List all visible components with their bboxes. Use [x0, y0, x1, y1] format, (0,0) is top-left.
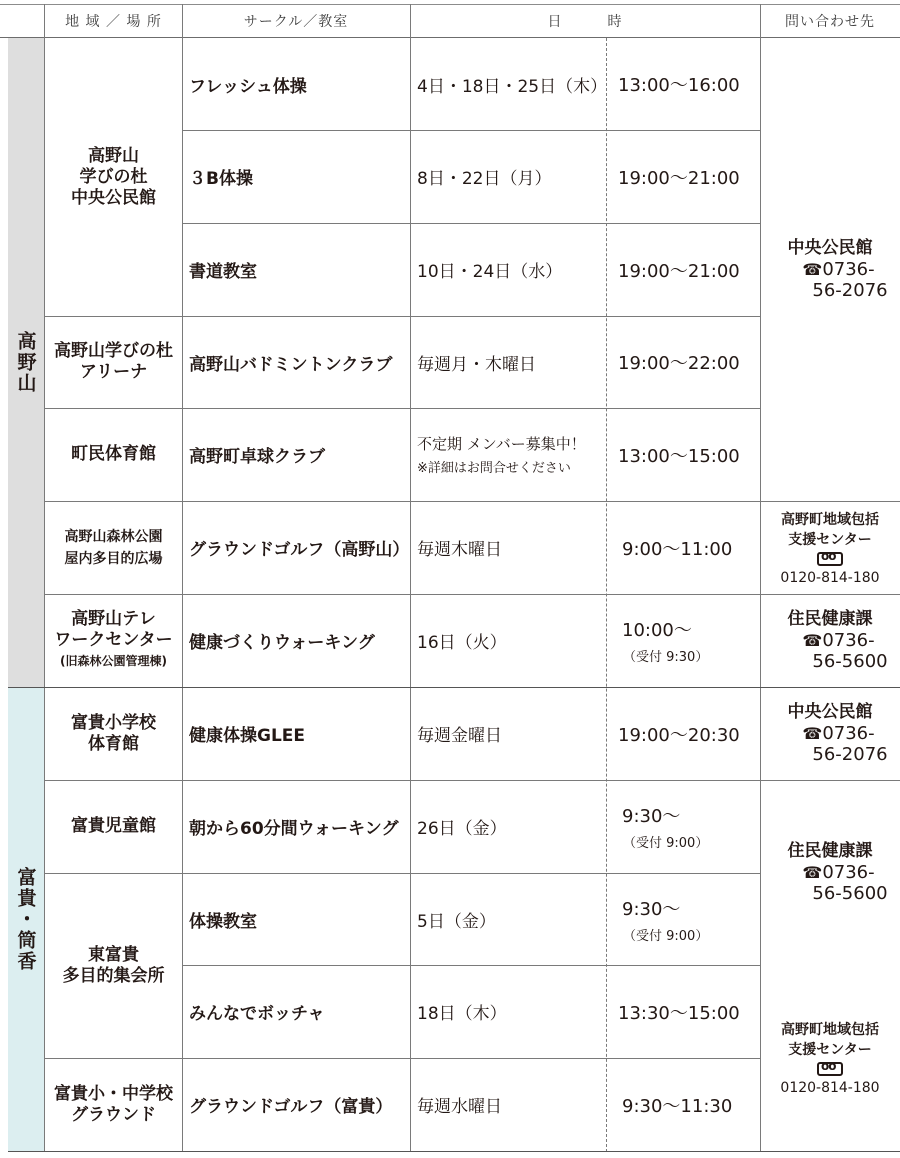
- phone-icon: ☎: [802, 724, 823, 743]
- place-fuki-jidokan: [45, 780, 182, 873]
- contact-freedial: 0120-814-180: [780, 1080, 880, 1096]
- circle-name: 書道教室: [189, 262, 257, 282]
- circle-date: 8日・22日（月）: [417, 169, 552, 189]
- circle-time: 9:00〜11:00: [622, 538, 733, 560]
- circle-date: 26日（金）: [417, 819, 507, 839]
- contact-jumin-kenko-fuki: [760, 780, 900, 965]
- contact-chuo-kominkan: [760, 38, 900, 501]
- place-line: 富貴小学校: [71, 712, 156, 733]
- place-line: 富貴児童館: [71, 816, 156, 836]
- reception-time: （受付 9:00）: [623, 928, 709, 944]
- tel-part: 0736-: [822, 862, 875, 883]
- tel-part: 0736-: [822, 723, 875, 744]
- table-bottom-rule: [8, 1151, 900, 1152]
- contact-jumin-kenko: [760, 594, 900, 687]
- place-chomin-taiikukan: [45, 408, 182, 501]
- circle-time: 13:30〜15:00: [618, 1002, 740, 1024]
- place-line: 学びの杜: [79, 166, 148, 187]
- header-place: 地 域 ／ 場 所: [65, 14, 162, 30]
- circle-time: 9:30〜11:30: [622, 1095, 733, 1117]
- contact-tel-line2: 56-5600: [812, 651, 888, 672]
- place-line: (旧森林公園管理棟): [60, 654, 167, 668]
- contact-chiiki-hokatsu: [760, 501, 900, 594]
- contact-tel-line2: 56-2076: [812, 280, 888, 301]
- circle-time: 19:00〜20:30: [618, 724, 740, 746]
- place-line: アリーナ: [79, 362, 148, 382]
- circle-date: 16日（火）: [417, 633, 507, 653]
- place-line: 富貴小・中学校: [54, 1083, 173, 1104]
- contact-tel-line2: 56-5600: [812, 883, 888, 904]
- contact-tel: [772, 862, 887, 883]
- contact-chiiki-hokatsu-fuki: [760, 965, 900, 1151]
- place-line: 中央公民館: [71, 187, 156, 208]
- circle-date: 毎週金曜日: [417, 726, 502, 746]
- place-line: 東富貴: [88, 944, 139, 965]
- tel-part: 0736-: [822, 259, 875, 280]
- contact-tel: [772, 630, 887, 651]
- circle-name: 朝から60分間ウォーキング: [189, 819, 399, 839]
- header-contact: 問い合わせ先: [785, 14, 875, 30]
- place-line: 高野山テレ: [71, 609, 156, 629]
- contact-tel: [772, 259, 887, 280]
- circle-name: ３B体操: [189, 169, 253, 189]
- circle-date: 毎週月・木曜日: [417, 354, 536, 375]
- contact-org: 高野町地域包括: [781, 1022, 879, 1038]
- place-line: 多目的集会所: [62, 965, 165, 986]
- circle-time: [606, 873, 760, 965]
- contact-tel: [772, 723, 887, 744]
- contact-chuo-kominkan-fuki: [760, 687, 900, 780]
- region-koya: [8, 38, 44, 687]
- date-main: 不定期 メンバー募集中！: [417, 435, 586, 453]
- circle-date: 10日・24日（水）: [417, 262, 563, 282]
- place-shinrin-koen: [45, 501, 182, 594]
- circle-time: 19:00〜21:00: [618, 260, 740, 282]
- contact-org: 住民健康課: [787, 609, 873, 629]
- region-fuki: [8, 687, 44, 1152]
- place-chuo-kominkan: [45, 38, 182, 316]
- contact-org: 支援センター: [788, 531, 872, 548]
- place-fuki-school-ground: [45, 1058, 182, 1151]
- circle-name: みんなでボッチャ: [189, 1004, 325, 1024]
- circle-name: 健康体操GLEE: [189, 726, 306, 746]
- circle-time: 19:00〜21:00: [618, 167, 740, 189]
- place-line: 体育館: [88, 733, 139, 754]
- circle-name: 健康づくりウォーキング: [189, 633, 375, 653]
- reception-time: （受付 9:00）: [623, 836, 709, 851]
- place-line: 町民体育館: [71, 444, 156, 464]
- circle-date: 18日（木）: [417, 1004, 507, 1024]
- tel-part: 0736-: [822, 630, 875, 651]
- circle-date: 毎週木曜日: [417, 540, 502, 560]
- circle-name: グラウンドゴルフ（高野山）: [189, 540, 410, 560]
- contact-org: 中央公民館: [787, 238, 873, 258]
- contact-tel-line2: 56-2076: [812, 744, 888, 765]
- circle-date: [410, 408, 606, 501]
- place-line: ワークセンター: [54, 630, 173, 650]
- circle-date: 毎週水曜日: [417, 1097, 502, 1117]
- contact-freedial: 0120-814-180: [780, 569, 880, 586]
- circle-time: [606, 780, 760, 873]
- header-datetime: 日 時: [547, 14, 623, 30]
- time-main: 9:30〜: [622, 898, 681, 920]
- place-line: 高野山森林公園: [64, 528, 163, 545]
- place-telework-center: [45, 594, 182, 687]
- circle-name: 体操教室: [189, 911, 257, 932]
- circle-name: フレッシュ体操: [189, 76, 307, 97]
- region-fuki-label: 富貴・筒香: [14, 867, 37, 972]
- place-fuki-elementary-gym: [45, 687, 182, 780]
- phone-icon: ☎: [802, 260, 823, 279]
- place-line: 屋内多目的広場: [64, 550, 163, 567]
- circle-time: 13:00〜15:00: [618, 445, 740, 467]
- circle-time: 13:00〜16:00: [618, 75, 740, 96]
- place-line: 高野山学びの杜: [54, 341, 173, 361]
- region-koya-label: 高野山: [14, 331, 37, 394]
- circle-date: 5日（金）: [417, 911, 496, 932]
- circle-date: 4日・18日・25日（木）: [417, 76, 608, 97]
- contact-org: 住民健康課: [787, 841, 873, 861]
- circle-name: 高野山バドミントンクラブ: [189, 354, 393, 375]
- time-main: 9:30〜: [622, 806, 681, 827]
- date-note: ※詳細はお問合せください: [417, 461, 571, 476]
- place-higashi-fuki: [45, 873, 182, 1058]
- place-line: グラウンド: [71, 1104, 156, 1125]
- circle-time: 19:00〜22:00: [618, 353, 740, 374]
- time-main: 10:00〜: [622, 620, 692, 641]
- contact-org: 中央公民館: [787, 702, 873, 722]
- circle-time: [606, 594, 760, 687]
- contact-org: 支援センター: [788, 1042, 872, 1058]
- free-dial-icon: [817, 1062, 843, 1076]
- contact-org: 高野町地域包括: [781, 511, 879, 528]
- header-circle: サークル／教室: [243, 14, 349, 30]
- phone-icon: ☎: [802, 631, 823, 650]
- phone-icon: ☎: [802, 863, 823, 882]
- place-line: 高野山: [88, 145, 139, 166]
- circle-name: 高野町卓球クラブ: [189, 447, 325, 467]
- circle-name: グラウンドゴルフ（富貴）: [189, 1097, 393, 1117]
- reception-time: （受付 9:30）: [623, 650, 709, 665]
- place-arena: [45, 316, 182, 408]
- free-dial-icon: [817, 552, 843, 566]
